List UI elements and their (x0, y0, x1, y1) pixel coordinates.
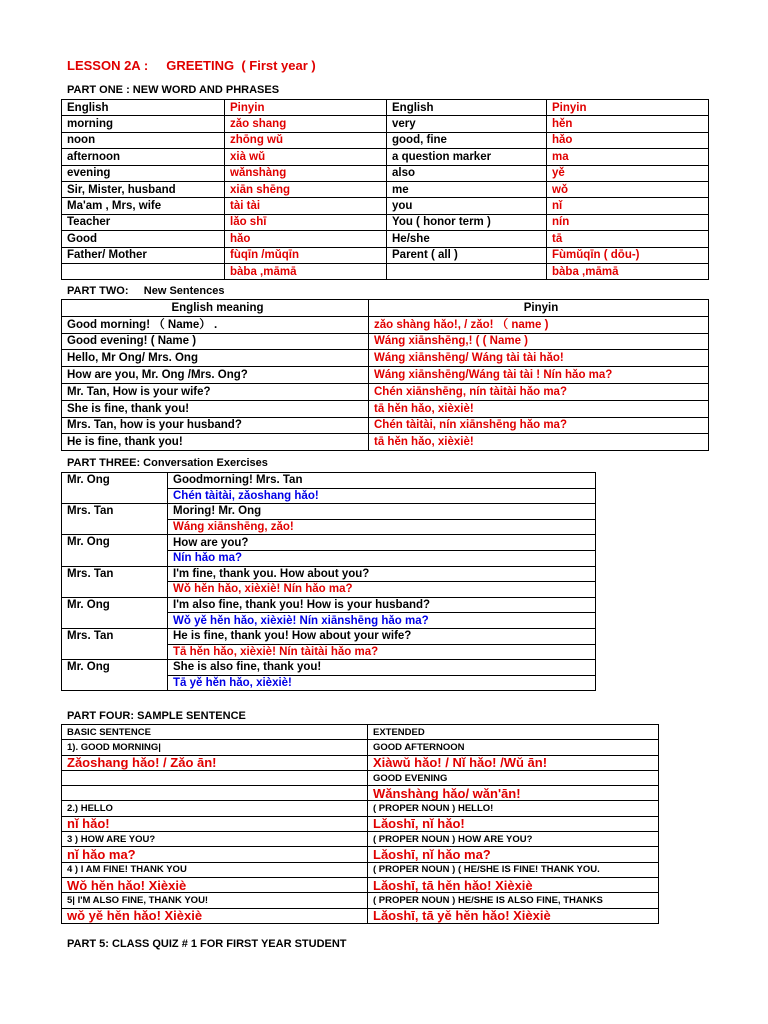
pinyin-cell: Wáng xiānshēng/Wáng tài tài ! Nín hǎo ma? (369, 367, 709, 384)
english-cell (62, 263, 225, 279)
english-line: Moring! Mr. Ong (168, 504, 596, 520)
english-cell: good, fine (387, 132, 547, 148)
pinyin-cell: tā hěn hǎo, xièxiè! (369, 400, 709, 417)
table-row (62, 198, 709, 214)
table-row (62, 801, 659, 816)
pinyin-cell: Wáng xiānshēng,! ( ( Name ) (369, 333, 709, 350)
english-cell: ( PROPER NOUN ) HOW ARE YOU? (368, 832, 659, 847)
pinyin-cell: hěn (547, 116, 709, 132)
english-cell: GOOD AFTERNOON (368, 740, 659, 755)
table-row (62, 383, 709, 400)
speaker-cell: Mr. Ong (62, 660, 168, 691)
english-cell: Ma'am , Mrs, wife (62, 198, 225, 214)
table-row (62, 755, 659, 770)
vocabulary-table (61, 99, 709, 280)
pinyin-cell: Wáng xiānshēng/ Wáng tài tài hǎo! (369, 350, 709, 367)
english-cell: ( PROPER NOUN ) HELLO! (368, 801, 659, 816)
pinyin-line: Nín hǎo ma? (168, 550, 596, 566)
table-row (62, 473, 596, 489)
column-header: English (387, 100, 547, 116)
english-cell: very (387, 116, 547, 132)
column-header: Pinyin (369, 300, 709, 317)
table-row (62, 263, 709, 279)
english-cell: Teacher (62, 214, 225, 230)
english-cell: also (387, 165, 547, 181)
english-cell: GOOD EVENING (368, 770, 659, 785)
pinyin-cell: Lǎoshī, tā hěn hǎo! Xièxiè (368, 877, 659, 892)
table-row (62, 400, 709, 417)
english-cell: afternoon (62, 149, 225, 165)
pinyin-cell: nín (547, 214, 709, 230)
speaker-cell: Mrs. Tan (62, 566, 168, 597)
pinyin-cell: xiān shēng (225, 181, 387, 197)
english-cell: ( PROPER NOUN ) HE/SHE IS ALSO FINE, THANKS (368, 893, 659, 908)
pinyin-cell: ma (547, 149, 709, 165)
english-cell: He/she (387, 231, 547, 247)
english-cell: Good evening! ( Name ) (62, 333, 369, 350)
english-cell: 3 ) HOW ARE YOU? (62, 832, 368, 847)
pinyin-cell: nǐ (547, 198, 709, 214)
table-row (62, 740, 659, 755)
pinyin-cell: nǐ hǎo! (62, 816, 368, 831)
table-header-row (62, 100, 709, 116)
table-row (62, 165, 709, 181)
table-row (62, 816, 659, 831)
table-row (62, 116, 709, 132)
table-row (62, 417, 709, 434)
table-row (62, 535, 596, 551)
pinyin-cell: lǎo shī (225, 214, 387, 230)
speaker-cell: Mr. Ong (62, 597, 168, 628)
pinyin-cell: bàba ,māmā (225, 263, 387, 279)
speaker-cell: Mr. Ong (62, 473, 168, 504)
english-cell: ( PROPER NOUN ) ( HE/SHE IS FINE! THANK YOU. (368, 862, 659, 877)
pinyin-cell: zǎo shang (225, 116, 387, 132)
table-row (62, 231, 709, 247)
english-cell: you (387, 198, 547, 214)
pinyin-line: Wǒ hěn hǎo, xièxiè! Nín hǎo ma? (168, 582, 596, 598)
pinyin-cell: yě (547, 165, 709, 181)
table-row (62, 832, 659, 847)
table-row (62, 214, 709, 230)
speaker-cell: Mrs. Tan (62, 504, 168, 535)
pinyin-cell: hǎo (225, 231, 387, 247)
table-row (62, 367, 709, 384)
pinyin-cell: Wǎnshàng hǎo/ wǎn'ān! (368, 786, 659, 801)
column-header: English (62, 100, 225, 116)
pinyin-cell: xià wǔ (225, 149, 387, 165)
pinyin-cell: Lǎoshī, tā yě hěn hǎo! Xièxiè (368, 908, 659, 923)
table-row (62, 316, 709, 333)
column-header: Pinyin (547, 100, 709, 116)
column-header: English meaning (62, 300, 369, 317)
pinyin-line: Tā hěn hǎo, xièxiè! Nín tàitài hǎo ma? (168, 644, 596, 660)
part-four-heading: PART FOUR: SAMPLE SENTENCE (67, 710, 246, 722)
english-line: I'm also fine, thank you! How is your husband? (168, 597, 596, 613)
table-row (62, 504, 596, 520)
english-cell: 4 ) I AM FINE! THANK YOU (62, 862, 368, 877)
english-cell: a question marker (387, 149, 547, 165)
english-cell: evening (62, 165, 225, 181)
table-row (62, 333, 709, 350)
speaker-cell: Mrs. Tan (62, 628, 168, 659)
table-row (62, 132, 709, 148)
pinyin-cell: Chén xiānshēng, nín tàitài hǎo ma? (369, 383, 709, 400)
pinyin-cell: zǎo shàng hǎo!, / zǎo! （ name ) (369, 316, 709, 333)
english-cell: Good (62, 231, 225, 247)
table-header-row (62, 725, 659, 740)
english-cell: How are you, Mr. Ong /Mrs. Ong? (62, 367, 369, 384)
pinyin-cell: wǒ yě hěn hǎo! Xièxiè (62, 908, 368, 923)
part-five-heading: PART 5: CLASS QUIZ # 1 FOR FIRST YEAR STUDENT (67, 938, 347, 950)
pinyin-cell: Chén tàitài, nín xiānshēng hǎo ma? (369, 417, 709, 434)
speaker-cell: Mr. Ong (62, 535, 168, 566)
pinyin-cell: tā (547, 231, 709, 247)
english-cell: noon (62, 132, 225, 148)
sentences-table (61, 299, 709, 451)
english-cell: Mr. Tan, How is your wife? (62, 383, 369, 400)
english-cell: He is fine, thank you! (62, 434, 369, 451)
english-cell: me (387, 181, 547, 197)
pinyin-cell: nǐ hǎo ma? (62, 847, 368, 862)
part-three-heading: PART THREE: Conversation Exercises (67, 457, 268, 469)
table-row (62, 149, 709, 165)
part-one-heading: PART ONE : NEW WORD AND PHRASES (67, 84, 280, 96)
english-cell: Father/ Mother (62, 247, 225, 263)
pinyin-cell: zhōng wǔ (225, 132, 387, 148)
pinyin-cell: bàba ,māmā (547, 263, 709, 279)
table-row (62, 597, 596, 613)
pinyin-cell: tā hěn hǎo, xièxiè! (369, 434, 709, 451)
pinyin-cell: Zǎoshang hǎo! / Zǎo ān! (62, 755, 368, 770)
column-header: Pinyin (225, 100, 387, 116)
table-header-row (62, 300, 709, 317)
pinyin-cell: Fùmǔqīn ( dōu-) (547, 247, 709, 263)
lesson-title: LESSON 2A : GREETING ( First year ) (67, 58, 316, 73)
table-row (62, 181, 709, 197)
english-cell: morning (62, 116, 225, 132)
pinyin-line: Wǒ yě hěn hǎo, xièxiè! Nín xiānshēng hǎo ma? (168, 613, 596, 629)
english-cell: She is fine, thank you! (62, 400, 369, 417)
pinyin-line: Wáng xiānshēng, zǎo! (168, 519, 596, 535)
table-row (62, 770, 659, 785)
english-cell: Mrs. Tan, how is your husband? (62, 417, 369, 434)
part-two-heading: PART TWO: New Sentences (67, 285, 225, 297)
english-line: She is also fine, thank you! (168, 660, 596, 676)
table-row (62, 247, 709, 263)
sample-sentence-table (61, 724, 659, 924)
pinyin-cell: fùqīn /mǔqīn (225, 247, 387, 263)
english-line: He is fine, thank you! How about your wife? (168, 628, 596, 644)
english-line: Goodmorning! Mrs. Tan (168, 473, 596, 489)
english-cell: You ( honor term ) (387, 214, 547, 230)
english-cell: 2.) HELLO (62, 801, 368, 816)
table-row (62, 566, 596, 582)
pinyin-line: Chén tàitài, zǎoshang hǎo! (168, 488, 596, 504)
english-cell: Good morning! （ Name） . (62, 316, 369, 333)
table-row (62, 434, 709, 451)
conversation-table (61, 472, 596, 691)
table-row (62, 893, 659, 908)
column-header: BASIC SENTENCE (62, 725, 368, 740)
pinyin-cell: wǒ (547, 181, 709, 197)
table-row (62, 628, 596, 644)
table-row (62, 786, 659, 801)
pinyin-line: Tā yě hěn hǎo, xièxiè! (168, 675, 596, 691)
table-row (62, 862, 659, 877)
english-line: I'm fine, thank you. How about you? (168, 566, 596, 582)
english-cell: Parent ( all ) (387, 247, 547, 263)
pinyin-cell: tài tài (225, 198, 387, 214)
pinyin-cell: hǎo (547, 132, 709, 148)
english-cell: Hello, Mr Ong/ Mrs. Ong (62, 350, 369, 367)
english-cell: 5| I'M ALSO FINE, THANK YOU! (62, 893, 368, 908)
table-row (62, 877, 659, 892)
pinyin-cell: Lǎoshī, nǐ hǎo ma? (368, 847, 659, 862)
english-cell (387, 263, 547, 279)
table-row (62, 660, 596, 676)
english-line: How are you? (168, 535, 596, 551)
english-cell: Sir, Mister, husband (62, 181, 225, 197)
column-header: EXTENDED (368, 725, 659, 740)
pinyin-cell (62, 786, 368, 801)
pinyin-cell: Wǒ hěn hǎo! Xièxiè (62, 877, 368, 892)
english-cell: 1). GOOD MORNING| (62, 740, 368, 755)
table-row (62, 908, 659, 923)
pinyin-cell: Lǎoshī, nǐ hǎo! (368, 816, 659, 831)
pinyin-cell: Xiàwǔ hǎo! / Nǐ hǎo! /Wǔ ān! (368, 755, 659, 770)
pinyin-cell: wǎnshàng (225, 165, 387, 181)
english-cell (62, 770, 368, 785)
table-row (62, 350, 709, 367)
table-row (62, 847, 659, 862)
